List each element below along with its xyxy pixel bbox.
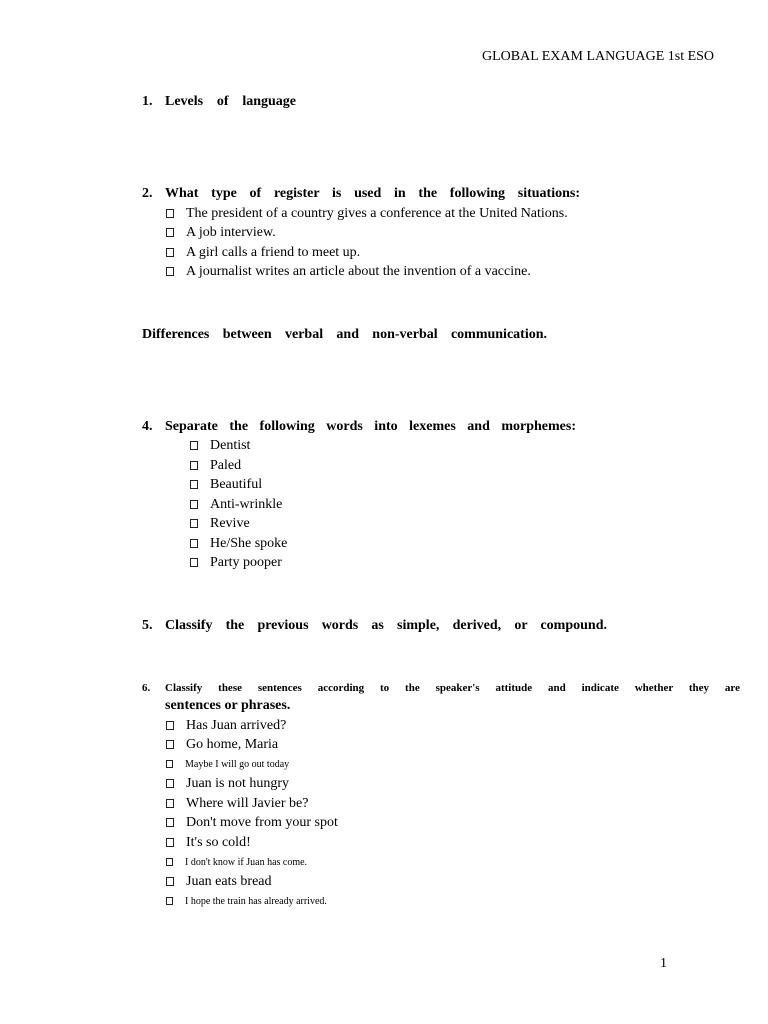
list-item: Maybe I will go out today [166, 756, 289, 774]
list-item: I don't know if Juan has come. [166, 854, 307, 872]
question-5-number: 5. [142, 618, 153, 633]
checkbox-icon [166, 858, 173, 866]
checkbox-icon [166, 877, 174, 886]
checkbox-icon [190, 461, 198, 470]
list-item: Beautiful [190, 476, 262, 494]
list-item: A journalist writes an article about the invention of a vaccine. [166, 263, 531, 281]
list-item: Juan is not hungry [166, 775, 289, 793]
list-item: Has Juan arrived? [166, 717, 286, 735]
question-1 [142, 93, 302, 111]
question-3-text: Differences between verbal and non-verbal communication. [142, 327, 547, 342]
question-6-text-line1: Classify these sentences according to the speaker's attitude and indicate whether they are [165, 682, 740, 694]
list-item: Where will Javier be? [166, 795, 308, 813]
question-2 [142, 185, 580, 203]
list-item: Party pooper [190, 554, 282, 572]
question-2-text: What type of register is used in the following situations: [165, 186, 580, 201]
question-5 [142, 617, 607, 635]
question-4-number: 4. [142, 419, 153, 434]
checkbox-icon [166, 760, 173, 768]
list-item: Anti-wrinkle [190, 496, 282, 514]
list-item: Don't move from your spot [166, 814, 338, 832]
list-item: It's so cold! [166, 834, 251, 852]
list-item: Paled [190, 457, 241, 475]
list-item: I hope the train has already arrived. [166, 893, 327, 911]
question-4-text: Separate the following words into lexemes and morphemes: [165, 419, 576, 434]
checkbox-icon [190, 519, 198, 528]
checkbox-icon [166, 838, 174, 847]
list-item: A girl calls a friend to meet up. [166, 244, 360, 262]
checkbox-icon [166, 779, 174, 788]
checkbox-icon [166, 209, 174, 218]
checkbox-icon [166, 740, 174, 749]
list-item: Revive [190, 515, 250, 533]
checkbox-icon [190, 539, 198, 548]
list-item: A job interview. [166, 224, 276, 242]
checkbox-icon [166, 248, 174, 257]
question-4 [142, 418, 576, 436]
question-1-number: 1. [142, 94, 153, 109]
list-item: Dentist [190, 437, 250, 455]
list-item: Go home, Maria [166, 736, 278, 754]
list-item: The president of a country gives a conference at the United Nations. [166, 205, 568, 223]
question-2-number: 2. [142, 186, 153, 201]
checkbox-icon [190, 558, 198, 567]
question-1-text: Levels of language [165, 94, 296, 109]
question-5-text: Classify the previous words as simple, derived, or compound. [165, 618, 607, 633]
checkbox-icon [166, 721, 174, 730]
checkbox-icon [166, 818, 174, 827]
checkbox-icon [166, 897, 173, 905]
checkbox-icon [190, 500, 198, 509]
checkbox-icon [166, 267, 174, 276]
list-item: Juan eats bread [166, 873, 272, 891]
document-header: GLOBAL EXAM LANGUAGE 1st ESO [482, 49, 715, 64]
question-6-text-line2: sentences or phrases. [165, 698, 291, 713]
checkbox-icon [166, 799, 174, 808]
page-number: 1 [660, 956, 667, 971]
checkbox-icon [166, 228, 174, 237]
question-6 [142, 679, 740, 697]
checkbox-icon [190, 480, 198, 489]
checkbox-icon [190, 441, 198, 450]
list-item: He/She spoke [190, 535, 287, 553]
question-6-number: 6. [142, 682, 151, 694]
